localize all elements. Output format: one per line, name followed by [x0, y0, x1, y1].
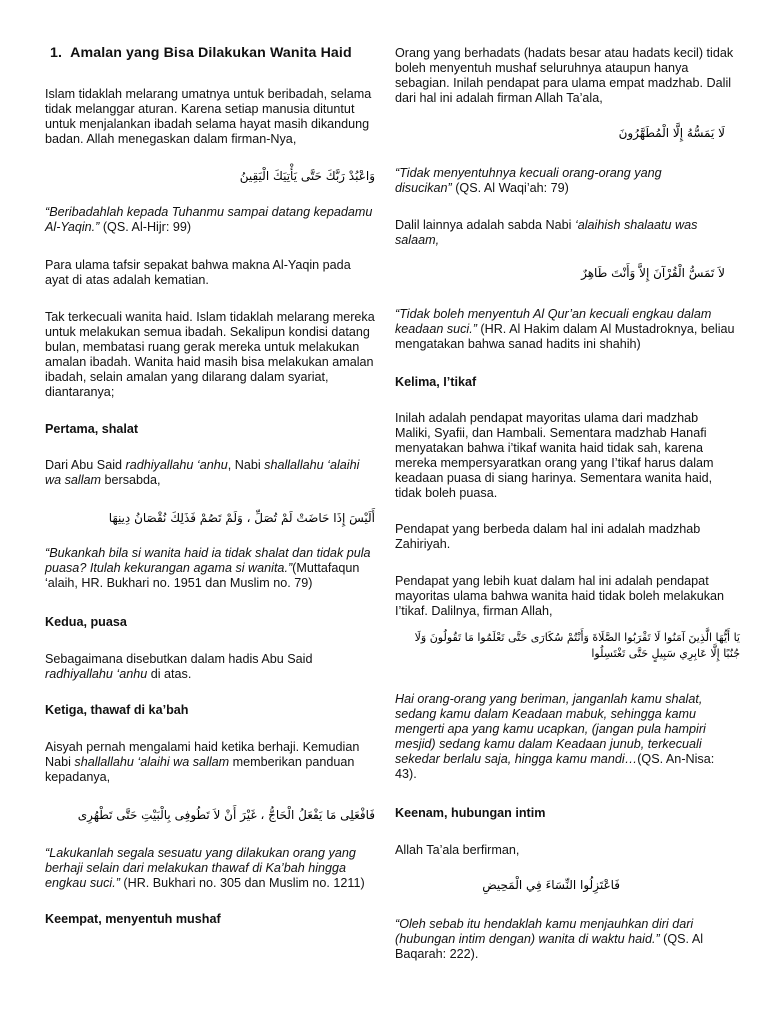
text: Dari Abu Said: [45, 458, 126, 472]
text: Aisyah pernah mengalami haid ketika berhaji. Kemudian Nabi: [45, 740, 360, 769]
section-title-text: Amalan yang Bisa Dilakukan Wanita Haid: [70, 45, 352, 61]
quote: [395, 692, 720, 782]
text: Sebagaimana disebutkan dalam hadis Abu Said: [45, 652, 313, 666]
quote: [45, 846, 375, 891]
text: Dalil lainnya adalah sabda Nabi: [395, 218, 575, 232]
paragraph: [45, 652, 315, 682]
text: memberikan panduan kepadanya,: [45, 755, 355, 784]
text-italic: shallallahu ‘alaihi wa sallam: [45, 458, 360, 487]
quote-text: “Tidak boleh menyentuh Al Qur’an kecuali engkau dalam keadaan suci.”: [395, 307, 712, 336]
quote-reference: (QS. Al Waqi’ah: 79): [451, 181, 569, 195]
quote: [395, 166, 695, 196]
subheading-thawaf: Ketiga, thawaf di ka’bah: [45, 703, 189, 717]
quote: [45, 205, 375, 235]
quote-reference: (HR. Al Hakim dalam Al Mustadroknya, beliau mengatakan bahwa sanad hadits ini shahih): [395, 322, 735, 351]
subheading-puasa: Kedua, puasa: [45, 615, 127, 629]
paragraph: [45, 740, 375, 785]
arabic-verse: لَا يَمَسُّهُ إِلَّا الْمُطَهَّرُونَ: [618, 126, 725, 140]
paragraph: [395, 218, 705, 248]
quote: [395, 307, 735, 352]
quote-reference: (QS. Al-Hijr: 99): [99, 220, 192, 234]
quote: [45, 546, 375, 591]
quote-text: “Bukankah bila si wanita haid ia tidak shalat dan tidak pula puasa? Itulah kekurangan agama si wanita.”: [45, 546, 371, 575]
text: bersabda,: [101, 473, 161, 487]
paragraph: Pendapat yang lebih kuat dalam hal ini adalah pendapat mayoritas ulama bahwa wanita haid tidak boleh melakukan I’tikaf. Dalilnya, firman Allah,: [395, 574, 725, 618]
text: di atas.: [147, 667, 192, 681]
paragraph: Pendapat yang berbeda dalam hal ini adalah madzhab Zahiriyah.: [395, 522, 701, 551]
quote-text: “Oleh sebab itu hendaklah kamu menjauhkan diri dari (hubungan intim dengan) wanita di waktu haid.”: [395, 917, 694, 946]
subheading-itikaf: Kelima, I’tikaf: [395, 375, 477, 389]
subheading-hubungan: Keenam, hubungan intim: [395, 806, 546, 820]
quote-reference: (HR. Bukhari no. 305 dan Muslim no. 1211): [119, 876, 365, 890]
quote-reference: (Muttafaqun ‘alaih, HR. Bukhari no. 1951 dan Muslim no. 79): [45, 561, 360, 590]
quote: [395, 917, 720, 962]
paragraph: Para ulama tafsir sepakat bahwa makna Al-Yaqin pada ayat di atas adalah kematian.: [45, 258, 351, 287]
text: , Nabi: [227, 458, 265, 472]
subheading-mushaf: Keempat, menyentuh mushaf: [45, 912, 221, 926]
paragraph: Orang yang berhadats (hadats besar atau hadats kecil) tidak boleh menyentuh mushaf seluruhnya ataupun hanya sebagian. Inilah pendapat para ulama empat madzhab. Dalil dari hal ini adalah firman Allah Ta’ala,: [395, 46, 734, 105]
paragraph: [45, 458, 375, 488]
subheading-shalat: Pertama, shalat: [45, 422, 139, 436]
arabic-verse: يَا أَيُّهَا الَّذِينَ آمَنُوا لَا تَقْرَبُوا الصَّلَاةَ وَأَنْتُمْ سُكَارَى حَتَّى تَعْلَمُوا مَا تَقُولُونَ وَلَا جُنُبًا إِلَّا عَابِرِي سَبِيلٍ حَتَّى تَغْتَسِلُوا: [414, 631, 740, 660]
text-italic: radhiyallahu ‘anhu: [125, 458, 228, 472]
arabic-verse: فَاعْتَزِلُوا النِّسَاءَ فِي الْمَحِيضِ: [482, 878, 620, 892]
text-italic: shallallahu ‘alaihi wa sallam: [74, 755, 230, 769]
quote-text: “Beribadahlah kepada Tuhanmu sampai datang kepadamu Al-Yaqin.”: [45, 205, 373, 234]
paragraph: Allah Ta’ala berfirman,: [395, 843, 520, 857]
section-number: 1.: [50, 45, 63, 61]
section-title: [50, 46, 380, 61]
arabic-hadith: لاَ تَمَسُّ الْقُرْآنَ إِلاَّ وَأَنْتَ طَاهِرٌ: [581, 266, 725, 280]
quote-text: “Tidak menyentuhnya kecuali orang-orang yang disucikan”: [395, 166, 662, 195]
arabic-verse: وَاعْبُدْ رَبَّكَ حَتَّى يَأْتِيَكَ الْيَقِينُ: [239, 169, 375, 183]
text-italic: ‘alaihish shalaatu was salaam,: [395, 218, 698, 247]
paragraph: Islam tidaklah melarang umatnya untuk beribadah, selama tidak melanggar aturan. Karena setiap manusia dituntut untuk menjalankan ibadah selama hayat masih dikandung badan. Allah menegaskan dalam firman-Nya,: [45, 87, 372, 146]
quote-reference: (QS. Al Baqarah: 222).: [395, 932, 704, 961]
paragraph: Inilah adalah pendapat mayoritas ulama dari madzhab Maliki, Syafii, dan Hambali. Sementara madzhab Hanafi menyatakan bahwa i’tikaf wanita haid tidak sah, karena mereka mempersyaratkan orang yang I’tikaf harus dalam keadaan puasa di siang harinya. Sementara wanita haid, tidak boleh puasa.: [395, 411, 714, 500]
text-italic: radhiyallahu ‘anhu: [45, 667, 148, 681]
quote-text: “Lakukanlah segala sesuatu yang dilakukan orang yang berhaji selain dari melakukan thawaf di Ka’bah hingga engkau suci.”: [45, 846, 356, 890]
paragraph: Tak terkecuali wanita haid. Islam tidaklah melarang mereka untuk melakukan semua ibadah. Sekalipun kondisi datang bulan, membatasi ruang gerak mereka untuk melakukan amalan ibadah. Wanita haid masih bisa melakukan amalan ibadah, selain amalan yang dilarang dalam syariat, diantaranya;: [45, 310, 375, 399]
quote-text: Hai orang-orang yang beriman, janganlah kamu shalat, sedang kamu dalam Keadaan mabuk, sehingga kamu mengerti apa yang kamu ucapkan, (jangan pula hampiri mesjid) sedang kamu dalam Keadaan junub, terkecuali sekedar berlalu saja, hingga kamu mandi…: [395, 692, 706, 766]
arabic-hadith: أَلَيْسَ إِذَا حَاضَتْ لَمْ تُصَلِّ ، وَلَمْ تَصُمْ فَذَلِكَ نُقْصَانُ دِينِهَا: [108, 511, 375, 525]
arabic-hadith: فَافْعَلِى مَا يَفْعَلُ الْحَاجُّ ، غَيْرَ أَنْ لاَ تَطُوفِى بِالْبَيْتِ حَتَّى تَطْهُرِى: [77, 808, 375, 822]
quote-reference: (QS. An-Nisa: 43).: [395, 752, 715, 781]
